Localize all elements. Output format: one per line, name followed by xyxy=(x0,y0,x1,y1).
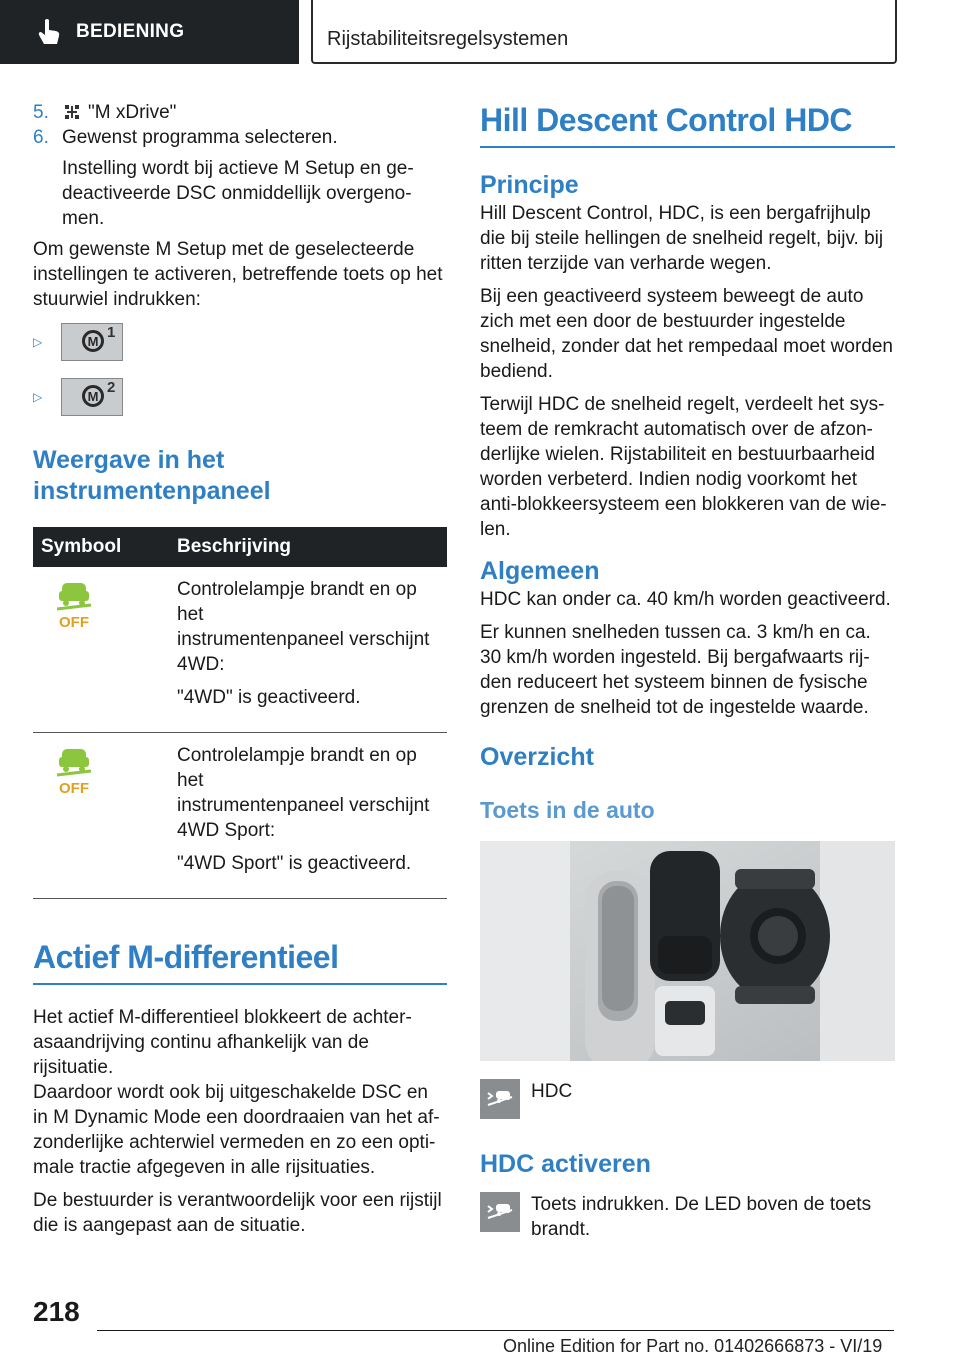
activeren-heading: HDC activeren xyxy=(480,1150,651,1178)
symbol-table xyxy=(33,527,447,899)
text-line: De bestuurder is verantwoordelijk voor een rijstijl xyxy=(33,1190,442,1211)
svg-text:OFF: OFF xyxy=(59,614,89,631)
algemeen-paragraph-1: HDC kan onder ca. 40 km/h worden geactiveerd. xyxy=(480,589,891,610)
diff-paragraph-1 xyxy=(33,1005,447,1180)
text-line: worden verbeterd. Indien nodig voorkomt het xyxy=(480,469,858,490)
text-line: len. xyxy=(480,519,511,540)
text-line: instrumentenpaneel verschijnt xyxy=(177,795,430,816)
text-line: zonderlijke achterwiel vermeden en zo een opti‐ xyxy=(33,1132,436,1153)
hdc-button-icon xyxy=(480,1192,520,1232)
activeren-text xyxy=(531,1192,871,1242)
m1-button-icon xyxy=(61,323,123,361)
overzicht-heading: Overzicht xyxy=(480,743,594,771)
text-line: den reduceert het systeem binnen de fysische xyxy=(480,672,868,693)
table-row xyxy=(33,567,447,733)
section-tab xyxy=(0,0,299,64)
text-line: die is aangepast aan de situatie. xyxy=(33,1215,306,1236)
text-line: snelheid, zonder dat het rempedaal moet worden xyxy=(480,336,893,357)
diff-heading: Actief M-differentieel xyxy=(33,937,447,985)
text-line: 4WD Sport: xyxy=(177,820,276,841)
heading-line: Weergave in het xyxy=(33,446,225,474)
chapter-title: Rijstabiliteitsregelsystemen xyxy=(327,28,569,50)
text-line: 4WD: xyxy=(177,654,225,675)
hdc-label: HDC xyxy=(531,1081,573,1102)
section-label: BEDIENING xyxy=(76,21,185,42)
text-line: Hill Descent Control, HDC, is een bergafrijhulp xyxy=(480,203,871,224)
step-6 xyxy=(33,125,447,150)
hdc-off-lamp-icon xyxy=(51,579,97,631)
text-line: derlijke wielen. Rijstabiliteit en bestuurbaarheid xyxy=(480,444,875,465)
step-5 xyxy=(33,100,447,125)
intro-paragraph xyxy=(33,237,447,312)
text-line: instrumentenpaneel verschijnt xyxy=(177,629,430,650)
step-text: "M xDrive" xyxy=(88,102,177,123)
page-number: 218 xyxy=(33,1296,80,1327)
activeren-row xyxy=(480,1192,895,1242)
hdc-heading: Hill Descent Control HDC xyxy=(480,100,895,148)
table-header-symbol: Symbool xyxy=(33,527,177,567)
toets-heading: Toets in de auto xyxy=(480,797,655,823)
text-line: zich met een door de bestuurder ingestelde xyxy=(480,311,846,332)
text-line: Controlelampje brandt en op het xyxy=(177,579,417,625)
bullet-m2 xyxy=(33,377,447,417)
m-sup: 1 xyxy=(107,324,116,341)
m-label: M xyxy=(82,385,104,407)
principe-paragraph-2 xyxy=(480,284,895,384)
algemeen-paragraph-2 xyxy=(480,620,895,720)
text-line: bediend. xyxy=(480,361,553,382)
svg-text:OFF: OFF xyxy=(59,780,89,797)
symbol-cell xyxy=(33,733,177,899)
text-line: die bij steile hellingen de snelheid regelt, bijv. bij xyxy=(480,228,884,249)
text-line: Toets indrukken. De LED boven de toets xyxy=(531,1194,872,1215)
text-line: Er kunnen snelheden tussen ca. 3 km/h en ca. xyxy=(480,622,871,643)
description-cell xyxy=(177,567,447,733)
text-line: Om gewenste M Setup met de geselecteerde xyxy=(33,239,415,260)
m-sup: 2 xyxy=(107,379,116,396)
step-text: Gewenst programma selecteren. xyxy=(62,127,338,148)
text-line: anti-blokkeersysteem een blokkeren van de wie‐ xyxy=(480,494,887,515)
table-row xyxy=(33,733,447,899)
chapter-title-box xyxy=(311,0,897,64)
footer-edition: Online Edition for Part no. 01402666873 - VI/19 xyxy=(503,1336,883,1356)
algemeen-heading: Algemeen xyxy=(480,557,600,585)
principe-paragraph-1 xyxy=(480,201,895,276)
right-column xyxy=(480,100,895,1242)
text-line: instellingen te activeren, betreffende toets op het xyxy=(33,264,443,285)
step-number: 6. xyxy=(33,127,49,148)
text-line: asaandrijving continu afhankelijk van de rijsituatie. xyxy=(33,1032,369,1078)
status-text: "4WD Sport" is geactiveerd. xyxy=(177,853,412,874)
text-line: brandt. xyxy=(531,1219,591,1240)
text-line: stuurwiel indrukken: xyxy=(33,289,201,310)
step-6-note xyxy=(33,156,447,231)
triangle-bullet-icon: ▷ xyxy=(33,390,43,404)
mxdrive-icon xyxy=(62,104,82,120)
m2-button-icon xyxy=(61,378,123,416)
description-cell xyxy=(177,733,447,899)
left-column xyxy=(33,100,447,1238)
diff-paragraph-2 xyxy=(33,1188,447,1238)
triangle-bullet-icon: ▷ xyxy=(33,335,43,349)
step-number: 5. xyxy=(33,102,49,123)
text-line: deactiveerde DSC onmiddellijk overgeno‐ xyxy=(62,183,412,204)
text-line: teem de remkracht automatisch over de afzon‐ xyxy=(480,419,873,440)
hdc-off-lamp-icon xyxy=(51,745,97,797)
symbol-cell xyxy=(33,567,177,733)
text-line: Het actief M-differentieel blokkeert de achter‐ xyxy=(33,1007,412,1028)
footer-rule xyxy=(97,1330,894,1331)
text-line: Terwijl HDC de snelheid regelt, verdeelt het sys‐ xyxy=(480,394,885,415)
principe-heading: Principe xyxy=(480,171,579,199)
text-line: Instelling wordt bij actieve M Setup en ge‐ xyxy=(62,158,414,179)
status-text: "4WD" is geactiveerd. xyxy=(177,687,361,708)
center-console-photo xyxy=(480,841,895,1061)
text-line: in M Dynamic Mode een doordraaien van het af‐ xyxy=(33,1107,440,1128)
hand-pointer-icon xyxy=(36,18,62,46)
m-label: M xyxy=(82,330,104,352)
table-header-description: Beschrijving xyxy=(177,527,447,567)
bullet-m1 xyxy=(33,322,447,362)
text-line: male tractie afgegeven in alle rijsituaties. xyxy=(33,1157,376,1178)
text-line: grenzen de snelheid tot de ingestelde waarde. xyxy=(480,697,869,718)
text-line: men. xyxy=(62,208,105,229)
text-line: ritten terzijde van verharde wegen. xyxy=(480,253,772,274)
principe-paragraph-3 xyxy=(480,392,895,542)
hdc-button-icon xyxy=(480,1079,520,1119)
heading-line: instrumentenpaneel xyxy=(33,477,271,505)
text-line: 30 km/h worden ingesteld. Bij bergafwaarts rij‐ xyxy=(480,647,870,668)
text-line: Daardoor wordt ook bij uitgeschakelde DSC en xyxy=(33,1082,428,1103)
text-line: Controlelampje brandt en op het xyxy=(177,745,417,791)
display-heading xyxy=(33,445,447,507)
text-line: Bij een geactiveerd systeem beweegt de auto xyxy=(480,286,864,307)
hdc-legend xyxy=(480,1079,895,1119)
